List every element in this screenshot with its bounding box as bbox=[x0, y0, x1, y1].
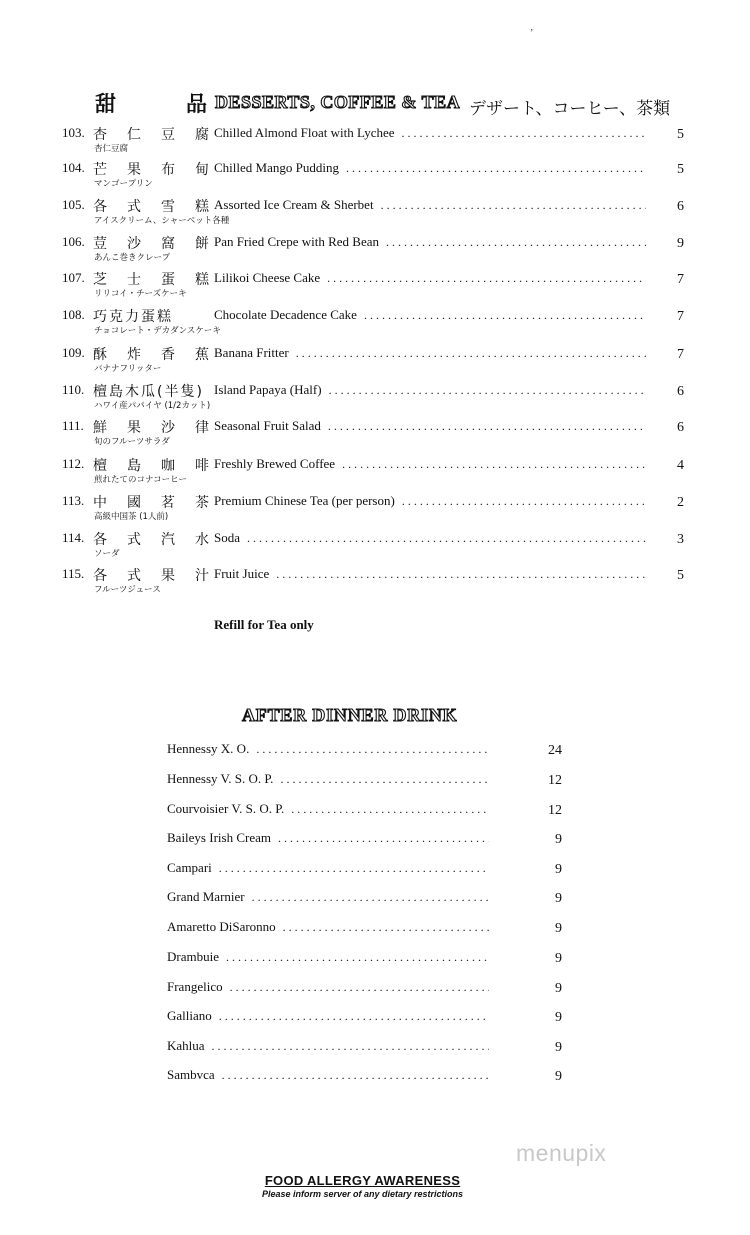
dot-leader bbox=[212, 1039, 489, 1054]
drink-item bbox=[167, 889, 562, 909]
item-name-japanese: あんこ巻きクレープ bbox=[94, 253, 171, 263]
drink-item bbox=[167, 919, 562, 939]
menu-item bbox=[62, 125, 684, 161]
item-name-english-text: Chilled Almond Float with Lychee bbox=[214, 125, 395, 140]
item-name-english bbox=[214, 160, 646, 176]
item-name-japanese: 煎れたてのコナコーヒー bbox=[94, 475, 187, 485]
menu-item bbox=[62, 345, 684, 381]
item-name-english-text: Chocolate Decadence Cake bbox=[214, 307, 357, 322]
menu-item bbox=[62, 307, 684, 343]
item-price: 5 bbox=[677, 127, 684, 142]
item-name-chinese: 中 國 茗 茶 bbox=[93, 495, 209, 511]
item-name-chinese: 各 式 汽 水 bbox=[93, 532, 209, 548]
dot-leader bbox=[256, 742, 489, 757]
drink-price: 9 bbox=[555, 1010, 562, 1025]
item-name-chinese: 酥 炸 香 蕉 bbox=[93, 347, 209, 363]
item-price: 7 bbox=[677, 347, 684, 362]
drink-name bbox=[167, 949, 489, 965]
drink-name-text: Frangelico bbox=[167, 979, 223, 994]
drink-item bbox=[167, 860, 562, 880]
item-number: 105. bbox=[62, 197, 85, 212]
item-name-english bbox=[214, 456, 646, 472]
dot-leader bbox=[219, 861, 489, 876]
item-price: 7 bbox=[677, 272, 684, 287]
drink-item bbox=[167, 949, 562, 969]
item-name-chinese: 巧克力蛋糕 bbox=[93, 309, 173, 325]
item-name-english bbox=[214, 530, 646, 546]
drink-name-text: Sambvca bbox=[167, 1067, 215, 1082]
dot-leader bbox=[364, 308, 646, 323]
dot-leader bbox=[328, 419, 646, 434]
item-name-english bbox=[214, 125, 646, 141]
item-name-chinese: 芒 果 布 甸 bbox=[93, 162, 209, 178]
dot-leader bbox=[283, 920, 489, 935]
section-title-japanese: デザート、コーヒー、茶類 bbox=[469, 99, 671, 119]
item-number: 115. bbox=[62, 566, 85, 581]
item-name-english bbox=[214, 493, 646, 509]
menu-item bbox=[62, 493, 684, 529]
drink-name-text: Hennessy X. O. bbox=[167, 741, 250, 756]
drink-name-text: Courvoisier V. S. O. P. bbox=[167, 801, 285, 816]
drink-name-text: Baileys Irish Cream bbox=[167, 830, 271, 845]
section-title-after-dinner-drink: AFTER DINNER DRINK bbox=[242, 705, 458, 725]
drink-name bbox=[167, 919, 489, 935]
drink-price: 9 bbox=[555, 862, 562, 877]
allergy-subtitle: Please inform server of any dietary restrictions bbox=[261, 1189, 464, 1199]
dot-leader bbox=[342, 457, 646, 472]
item-name-chinese: 荳 沙 窩 餅 bbox=[93, 236, 209, 252]
refill-note: Refill for Tea only bbox=[214, 617, 314, 632]
drink-price: 9 bbox=[555, 832, 562, 847]
dot-leader bbox=[247, 531, 646, 546]
menu-item bbox=[62, 566, 684, 602]
item-name-chinese: 鮮 果 沙 律 bbox=[93, 420, 209, 436]
item-name-english bbox=[214, 382, 646, 398]
drink-name bbox=[167, 830, 489, 846]
item-name-japanese: リリコイ・チーズケーキ bbox=[94, 289, 187, 299]
item-name-chinese: 杏 仁 豆 腐 bbox=[93, 127, 209, 143]
item-name-japanese: ソーダ bbox=[94, 549, 120, 559]
drink-name bbox=[167, 801, 489, 817]
item-name-english-text: Pan Fried Crepe with Red Bean bbox=[214, 234, 379, 249]
item-name-english-text: Seasonal Fruit Salad bbox=[214, 418, 321, 433]
dot-leader bbox=[278, 831, 489, 846]
item-name-english-text: Island Papaya (Half) bbox=[214, 382, 322, 397]
scan-mark: ʼ bbox=[530, 28, 534, 39]
item-name-english-text: Chilled Mango Pudding bbox=[214, 160, 339, 175]
dot-leader bbox=[222, 1068, 489, 1083]
menu-item bbox=[62, 197, 684, 233]
menu-item bbox=[62, 234, 684, 270]
menu-item bbox=[62, 456, 684, 492]
dot-leader bbox=[327, 271, 646, 286]
item-price: 4 bbox=[677, 458, 684, 473]
drink-item bbox=[167, 1008, 562, 1028]
item-name-japanese: 旬のフルーツサラダ bbox=[94, 437, 170, 447]
drink-name bbox=[167, 889, 489, 905]
item-name-chinese: 各 式 果 汁 bbox=[93, 568, 209, 584]
item-price: 3 bbox=[677, 532, 684, 547]
drink-name bbox=[167, 1038, 489, 1054]
item-name-japanese: バナナフリッター bbox=[94, 364, 162, 374]
item-price: 6 bbox=[677, 199, 684, 214]
watermark-logo: menupix bbox=[516, 1140, 607, 1166]
dot-leader bbox=[276, 567, 646, 582]
item-name-english-text: Banana Fritter bbox=[214, 345, 289, 360]
dot-leader bbox=[230, 980, 489, 995]
drink-name-text: Grand Marnier bbox=[167, 889, 245, 904]
item-name-english bbox=[214, 566, 646, 582]
dot-leader bbox=[381, 198, 646, 213]
dot-leader bbox=[329, 383, 646, 398]
item-name-english-text: Premium Chinese Tea (per person) bbox=[214, 493, 395, 508]
dot-leader bbox=[219, 1009, 489, 1024]
drink-price: 9 bbox=[555, 1040, 562, 1055]
menu-item bbox=[62, 160, 684, 196]
item-name-chinese: 各 式 雪 糕 bbox=[93, 199, 209, 215]
drink-name bbox=[167, 1067, 489, 1083]
allergy-title: FOOD ALLERGY AWARENESS bbox=[264, 1173, 461, 1188]
drink-price: 12 bbox=[548, 803, 562, 818]
drink-name-text: Galliano bbox=[167, 1008, 212, 1023]
item-price: 6 bbox=[677, 420, 684, 435]
item-number: 111. bbox=[62, 418, 84, 433]
item-price: 2 bbox=[677, 495, 684, 510]
item-price: 6 bbox=[677, 384, 684, 399]
item-name-japanese: アイスクリーム、シャーベット各種 bbox=[94, 216, 230, 226]
item-price: 5 bbox=[677, 162, 684, 177]
item-name-english bbox=[214, 418, 646, 434]
drink-item bbox=[167, 1038, 562, 1058]
item-name-japanese: 高級中国茶 (1人前) bbox=[94, 512, 169, 522]
item-name-chinese: 檀 島 咖 啡 bbox=[93, 458, 209, 474]
item-name-english-text: Soda bbox=[214, 530, 240, 545]
dot-leader bbox=[386, 235, 646, 250]
header-chinese-char-1: 甜 bbox=[95, 92, 116, 116]
item-name-japanese: マンゴープリン bbox=[94, 179, 153, 189]
item-number: 103. bbox=[62, 125, 85, 140]
drink-name-text: Hennessy V. S. O. P. bbox=[167, 771, 274, 786]
item-number: 114. bbox=[62, 530, 85, 545]
drink-item bbox=[167, 979, 562, 999]
drink-name-text: Campari bbox=[167, 860, 212, 875]
item-number: 104. bbox=[62, 160, 85, 175]
drink-price: 9 bbox=[555, 891, 562, 906]
item-number: 113. bbox=[62, 493, 85, 508]
item-price: 7 bbox=[677, 309, 684, 324]
drink-price: 24 bbox=[548, 743, 562, 758]
item-name-japanese: 杏仁豆腐 bbox=[94, 144, 129, 154]
item-name-chinese: 檀島木瓜(半隻) bbox=[93, 384, 204, 400]
dot-leader bbox=[402, 494, 646, 509]
drink-item bbox=[167, 1067, 562, 1087]
drink-name bbox=[167, 979, 489, 995]
drink-price: 9 bbox=[555, 981, 562, 996]
item-name-english bbox=[214, 197, 646, 213]
dot-leader bbox=[402, 126, 646, 141]
drink-item bbox=[167, 741, 562, 761]
item-number: 112. bbox=[62, 456, 85, 471]
item-name-english bbox=[214, 234, 646, 250]
drink-name bbox=[167, 741, 489, 757]
item-name-english bbox=[214, 307, 646, 323]
item-name-english bbox=[214, 270, 646, 286]
menu-item bbox=[62, 270, 684, 306]
menu-item bbox=[62, 382, 684, 418]
dot-leader bbox=[291, 802, 489, 817]
menu-item bbox=[62, 418, 684, 454]
item-name-english-text: Assorted Ice Cream & Sherbet bbox=[214, 197, 374, 212]
item-name-japanese: フルーツジュース bbox=[94, 585, 161, 595]
item-name-japanese: チョコレート・デカダンスケーキ bbox=[94, 326, 221, 336]
item-number: 108. bbox=[62, 307, 85, 322]
item-name-english-text: Lilikoi Cheese Cake bbox=[214, 270, 321, 285]
menu-item bbox=[62, 530, 684, 566]
drink-name-text: Drambuie bbox=[167, 949, 219, 964]
item-price: 9 bbox=[677, 236, 684, 251]
item-number: 110. bbox=[62, 382, 85, 397]
drink-price: 12 bbox=[548, 773, 562, 788]
drink-name-text: Kahlua bbox=[167, 1038, 205, 1053]
allergy-notice bbox=[235, 1173, 490, 1199]
drink-item bbox=[167, 830, 562, 850]
dot-leader bbox=[226, 950, 489, 965]
item-name-english-text: Freshly Brewed Coffee bbox=[214, 456, 336, 471]
item-name-chinese: 芝 士 蛋 糕 bbox=[93, 272, 209, 288]
dot-leader bbox=[346, 161, 646, 176]
dot-leader bbox=[280, 772, 489, 787]
dot-leader bbox=[252, 890, 489, 905]
drink-price: 9 bbox=[555, 951, 562, 966]
item-number: 106. bbox=[62, 234, 85, 249]
drink-item bbox=[167, 801, 562, 821]
drink-price: 9 bbox=[555, 1069, 562, 1084]
drink-item bbox=[167, 771, 562, 791]
item-number: 107. bbox=[62, 270, 85, 285]
drink-name bbox=[167, 771, 489, 787]
drink-name bbox=[167, 1008, 489, 1024]
item-name-japanese: ハワイ産パパイヤ (1/2カット) bbox=[94, 401, 211, 411]
dot-leader bbox=[296, 346, 646, 361]
item-price: 5 bbox=[677, 568, 684, 583]
header-chinese-char-2: 品 bbox=[186, 92, 207, 116]
drink-price: 9 bbox=[555, 921, 562, 936]
drink-name-text: Amaretto DiSaronno bbox=[167, 919, 276, 934]
item-name-english-text: Fruit Juice bbox=[214, 566, 270, 581]
item-number: 109. bbox=[62, 345, 85, 360]
drink-name bbox=[167, 860, 489, 876]
item-name-english bbox=[214, 345, 646, 361]
section-title-desserts: DESSERTS, COFFEE & TEA bbox=[215, 92, 461, 112]
